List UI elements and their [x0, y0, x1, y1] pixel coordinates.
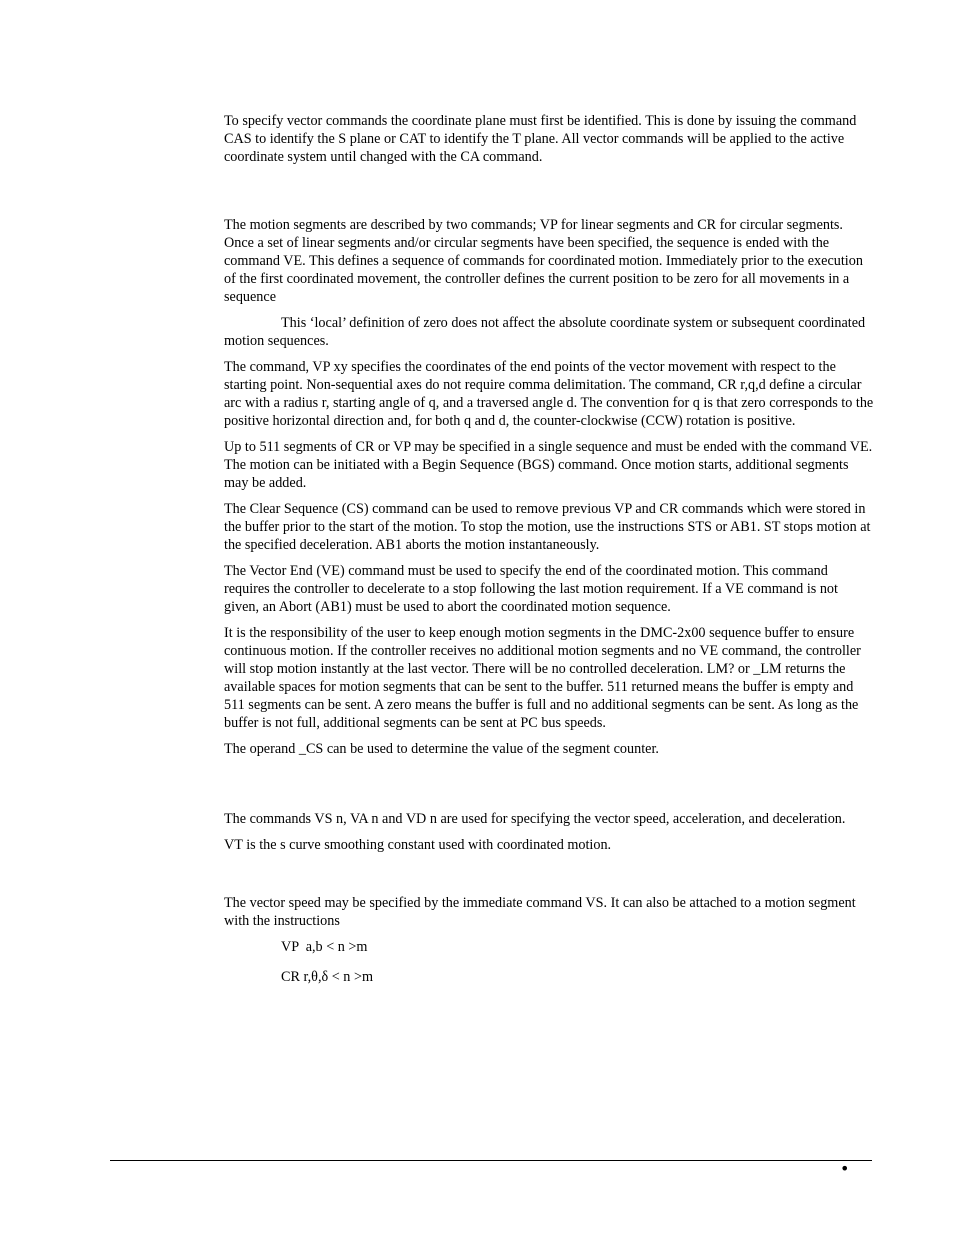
section-gap	[224, 174, 874, 216]
section-gap	[224, 862, 874, 894]
paragraph-segment-counter: The operand _CS can be used to determine the value of the segment counter.	[224, 741, 659, 757]
section-gap	[224, 766, 874, 810]
footer-bullet: •	[840, 1159, 850, 1178]
paragraph-segment-limit: Up to 511 segments of CR or VP may be specified in a single sequence and must be ended with the command VE. The motion can be initiated with a Begin Sequence (BGS) command. Once motion starts, additional segments may be added.	[224, 439, 873, 491]
paragraph-motion-segments: The motion segments are described by two commands; VP for linear segments and CR for circular segments. Once a set of linear segments and/or circular segments have been specified, the sequence is ended with the command VE. This defines a sequence of commands for coordinated motion. Immediately prior to the execution of the first coordinated movement, the controller defines the current position to be zero for all movements in a sequence	[224, 217, 863, 305]
paragraph-vector-end: The Vector End (VE) command must be used to specify the end of the coordinated motion. This command requires the controller to decelerate to a stop following the last motion requirement. If a VE command is not given, an Abort (AB1) must be used to abort the coordinated motion sequence.	[224, 563, 838, 615]
paragraph-immediate-vs: The vector speed may be specified by the immediate command VS. It can also be attached to a motion segment with the instructions	[224, 895, 856, 929]
paragraph-vt-smoothing: VT is the s curve smoothing constant used with coordinated motion.	[224, 837, 612, 853]
paragraph-clear-sequence: The Clear Sequence (CS) command can be used to remove previous VP and CR commands which were stored in the buffer prior to the start of the motion. To stop the motion, use the instructions STS or AB1. ST stops motion at the specified deceleration. AB1 aborts the motion instantaneously.	[224, 501, 871, 553]
paragraph-vp-cr-commands: The command, VP xy specifies the coordinates of the end points of the vector movement with respect to the starting point. Non-sequential axes do not require comma delimitation. The command, CR r,q,d define a circular arc with a radius r, starting angle of q, and a traversed angle d. The convention for q is that zero corresponds to the positive horizontal direction and, for both q and d, the counter-clockwise (CCW) rotation is positive.	[224, 359, 874, 429]
code-line-cr: CR r,θ,δ < n >m	[281, 969, 373, 985]
paragraph-buffer: It is the responsibility of the user to keep enough motion segments in the DMC-2x00 sequence buffer to ensure continuous motion. If the controller receives no additional motion segments and no VE command, the controller will stop motion instantly at the last vector. There will be no controlled deceleration. LM? or _LM returns the available spaces for motion segments that can be sent to the buffer. 511 returned means the buffer is empty and 511 segments can be sent. A zero means the buffer is full and no additional segments can be sent. As long as the buffer is not full, additional segments can be sent at PC bus speeds.	[224, 625, 861, 731]
paragraph-coordinate-plane: To specify vector commands the coordinate plane must first be identified. This is done by issuing the command CAS to identify the S plane or CAT to identify the T plane. All vector commands will be applied to the active coordinate system until changed with the CA command.	[224, 113, 857, 165]
page-body	[224, 112, 874, 998]
code-line-vp: VP a,b < n >m	[281, 939, 368, 955]
paragraph-vector-speed-commands: The commands VS n, VA n and VD n are used for specifying the vector speed, acceleration, and deceleration.	[224, 811, 846, 827]
footer-divider	[110, 1160, 872, 1161]
paragraph-local-zero: This ‘local’ definition of zero does not affect the absolute coordinate system or subsequent coordinated motion sequences.	[224, 315, 866, 349]
